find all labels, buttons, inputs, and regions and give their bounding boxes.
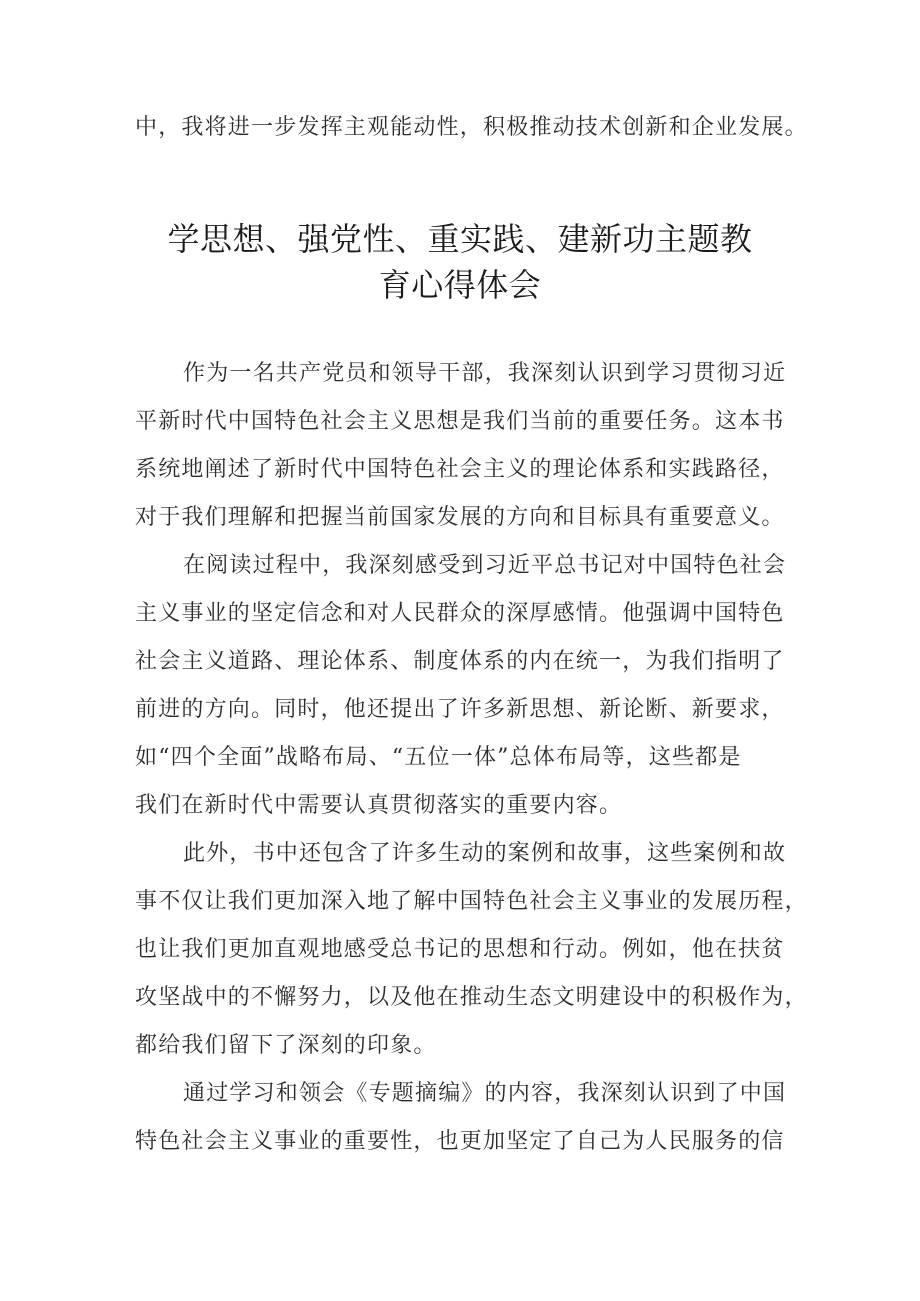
paragraph-3 xyxy=(135,830,808,1070)
paragraph-line: 社会主义道路、理论体系、制度体系的内在统一，为我们指明了 xyxy=(135,649,785,674)
title-line-2: 育心得体会 xyxy=(378,266,542,304)
paragraph-line: 也让我们更加直观地感受总书记的思想和行动。例如，他在扶贫 xyxy=(135,937,785,962)
paragraph-line: 事不仅让我们更加深入地了解中国特色社会主义事业的发展历程， xyxy=(135,889,808,914)
paragraph-line: 对于我们理解和把握当前国家发展的方向和目标具有重要意义。 xyxy=(135,505,785,530)
paragraph-line: 特色社会主义事业的重要性，也更加坚定了自己为人民服务的信 xyxy=(135,1129,785,1154)
paragraph-2 xyxy=(135,542,790,830)
paragraph-line: 前进的方向。同时，他还提出了许多新思想、新论断、新要求， xyxy=(135,697,785,722)
paragraph-4 xyxy=(135,1070,790,1166)
paragraph-line: 平新时代中国特色社会主义思想是我们当前的重要任务。这本书 xyxy=(135,409,785,434)
paragraph-line: 如“四个全面”战略布局、“五位一体”总体布局等，这些都是 xyxy=(135,745,742,770)
paragraph-line: 我们在新时代中需要认真贯彻落实的重要内容。 xyxy=(135,793,623,818)
paragraph-line: 此外，书中还包含了许多生动的案例和故事，这些案例和故 xyxy=(183,841,787,866)
paragraph-line: 攻坚战中的不懈努力，以及他在推动生态文明建设中的积极作为， xyxy=(135,985,808,1010)
paragraph-line: 作为一名共产党员和领导干部，我深刻认识到学习贯彻习近 xyxy=(183,361,787,386)
carryover-paragraph xyxy=(135,104,808,152)
paragraph-line: 都给我们留下了深刻的印象。 xyxy=(135,1033,437,1058)
paragraph-line: 主义事业的坚定信念和对人民群众的深厚感情。他强调中国特色 xyxy=(135,601,785,626)
document-title xyxy=(110,216,810,308)
paragraph-1 xyxy=(135,350,790,542)
title-line-1: 学思想、强党性、重实践、建新功主题教 xyxy=(167,220,753,258)
paragraph-line: 在阅读过程中，我深刻感受到习近平总书记对中国特色社会 xyxy=(183,553,787,578)
paragraph-line: 中，我将进一步发挥主观能动性，积极推动技术创新和企业发展。 xyxy=(135,115,808,140)
paragraph-line: 系统地阐述了新时代中国特色社会主义的理论体系和实践路径， xyxy=(135,457,785,482)
paragraph-line: 通过学习和领会《专题摘编》的内容，我深刻认识到了中国 xyxy=(183,1081,787,1106)
